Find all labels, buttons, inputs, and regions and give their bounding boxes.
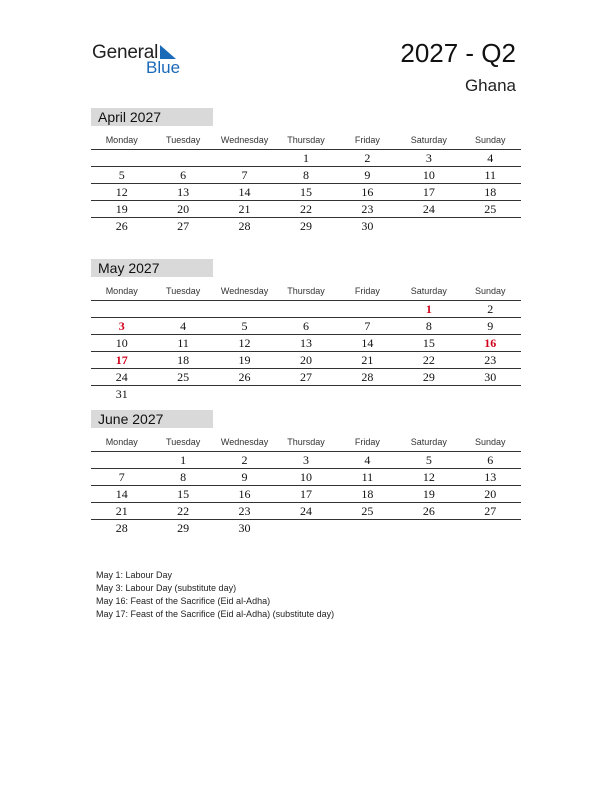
holiday-note: May 3: Labour Day (substitute day)	[96, 583, 237, 593]
day-cell: 16	[238, 487, 251, 501]
day-cell: 18	[177, 353, 190, 367]
day-cell: 25	[484, 202, 497, 216]
day-cell: 4	[180, 319, 187, 333]
week-row	[91, 218, 521, 234]
day-cell: 22	[299, 202, 312, 216]
day-cell: 13	[484, 470, 497, 484]
week-row	[91, 150, 521, 167]
day-cell	[337, 301, 398, 317]
week-row	[91, 452, 521, 469]
day-cell	[152, 301, 213, 317]
weekday-label: Wednesday	[220, 135, 269, 145]
day-cell: 17	[422, 185, 435, 199]
day-cell: 8	[425, 319, 432, 333]
day-cell: 24	[299, 504, 312, 518]
week-row	[91, 201, 521, 218]
day-cell	[337, 386, 398, 402]
day-cell: 20	[177, 202, 190, 216]
holiday-note: May 17: Feast of the Sacrifice (Eid al-Adha) (substitute day)	[96, 609, 335, 619]
day-cell: 20	[299, 353, 312, 367]
day-cell	[398, 218, 459, 234]
day-cell: 21	[238, 202, 251, 216]
day-cell: 13	[299, 336, 312, 350]
weekday-label: Friday	[354, 135, 380, 145]
day-cell: 14	[361, 336, 374, 350]
week-row	[91, 318, 521, 335]
holiday-day-cell: 17	[115, 353, 128, 367]
day-cell: 23	[238, 504, 251, 518]
day-cell	[460, 218, 521, 234]
day-cell: 30	[484, 370, 497, 384]
day-cell: 12	[238, 336, 251, 350]
day-cell: 8	[180, 470, 187, 484]
day-cell	[214, 150, 275, 166]
day-cell: 10	[299, 470, 312, 484]
day-cell: 7	[241, 168, 248, 182]
day-cell: 11	[361, 470, 374, 484]
day-cell: 30	[361, 219, 374, 233]
day-cell: 6	[302, 319, 309, 333]
weekday-label: Monday	[105, 437, 138, 447]
weekday-label: Monday	[105, 286, 138, 296]
day-cell	[275, 386, 336, 402]
weekday-label: Sunday	[474, 135, 506, 145]
weekday-label: Sunday	[474, 437, 506, 447]
page-title: 2027 - Q2	[400, 38, 516, 68]
day-cell: 10	[422, 168, 435, 182]
weekday-label: Friday	[354, 437, 380, 447]
weekday-label: Thursday	[287, 286, 325, 296]
day-cell: 14	[115, 487, 128, 501]
day-cell: 21	[115, 504, 128, 518]
day-cell: 11	[484, 168, 497, 182]
day-cell: 13	[177, 185, 190, 199]
week-row	[91, 386, 521, 402]
day-cell	[91, 452, 152, 468]
holiday-day-cell: 16	[484, 336, 497, 350]
day-cell: 7	[118, 470, 125, 484]
day-cell: 5	[425, 453, 432, 467]
day-cell: 29	[177, 521, 190, 535]
weekday-header-row	[91, 132, 521, 150]
holiday-notes	[96, 569, 334, 621]
day-cell: 19	[115, 202, 128, 216]
week-row	[91, 520, 521, 536]
day-cell	[460, 386, 521, 402]
month-calendar-april	[91, 108, 521, 234]
week-row	[91, 503, 521, 520]
logo-text-blue: Blue	[146, 58, 181, 77]
generalblue-logo	[92, 42, 192, 82]
day-cell	[214, 386, 275, 402]
day-cell: 7	[364, 319, 371, 333]
day-cell: 11	[177, 336, 189, 350]
day-cell: 5	[241, 319, 248, 333]
day-cell	[152, 150, 213, 166]
day-cell: 1	[302, 151, 309, 165]
day-cell: 2	[364, 151, 371, 165]
day-cell: 6	[180, 168, 187, 182]
week-row	[91, 335, 521, 352]
day-cell: 26	[115, 219, 128, 233]
day-cell: 19	[422, 487, 435, 501]
day-cell: 26	[238, 370, 251, 384]
weekday-label: Saturday	[410, 286, 447, 296]
week-row	[91, 184, 521, 201]
day-cell: 1	[180, 453, 187, 467]
day-cell: 19	[238, 353, 251, 367]
weekday-label: Tuesday	[166, 135, 201, 145]
day-cell: 27	[299, 370, 312, 384]
month-calendar-may	[91, 259, 521, 402]
day-cell: 16	[361, 185, 374, 199]
day-cell: 4	[487, 151, 494, 165]
day-cell: 20	[484, 487, 497, 501]
country-name: Ghana	[464, 76, 516, 95]
day-cell: 15	[422, 336, 435, 350]
weekday-label: Saturday	[410, 135, 447, 145]
day-cell: 27	[177, 219, 190, 233]
day-cell: 15	[177, 487, 190, 501]
weekday-header-row	[91, 283, 521, 301]
day-cell: 4	[364, 453, 371, 467]
weekday-label: Tuesday	[166, 286, 201, 296]
day-cell: 28	[361, 370, 374, 384]
day-cell: 29	[422, 370, 435, 384]
day-cell: 9	[241, 470, 248, 484]
weekday-label: Friday	[354, 286, 380, 296]
weekday-label: Monday	[105, 135, 138, 145]
week-row	[91, 352, 521, 369]
weekday-header-row	[91, 434, 521, 452]
day-cell: 22	[177, 504, 190, 518]
day-cell: 31	[115, 387, 128, 401]
day-cell: 28	[238, 219, 251, 233]
day-cell: 12	[422, 470, 435, 484]
day-cell	[275, 520, 336, 536]
day-cell: 3	[302, 453, 309, 467]
holiday-day-cell: 1	[425, 302, 432, 316]
day-cell: 5	[118, 168, 125, 182]
week-row	[91, 486, 521, 503]
weekday-label: Tuesday	[166, 437, 201, 447]
day-cell: 3	[425, 151, 432, 165]
day-cell	[398, 386, 459, 402]
day-cell	[460, 520, 521, 536]
logo-triangle-icon	[160, 45, 176, 59]
weekday-label: Thursday	[287, 135, 325, 145]
day-cell: 14	[238, 185, 251, 199]
day-cell: 17	[299, 487, 312, 501]
holiday-day-cell: 3	[118, 319, 125, 333]
day-cell: 24	[115, 370, 128, 384]
day-cell: 25	[177, 370, 190, 384]
day-cell: 18	[361, 487, 374, 501]
week-row	[91, 301, 521, 318]
day-cell: 28	[115, 521, 128, 535]
day-cell: 24	[422, 202, 435, 216]
week-row	[91, 167, 521, 184]
day-cell: 29	[299, 219, 312, 233]
day-cell	[152, 386, 213, 402]
day-cell	[398, 520, 459, 536]
holiday-note: May 1: Labour Day	[96, 570, 173, 580]
month-title: May 2027	[91, 259, 213, 277]
month-calendar-june	[91, 410, 521, 536]
month-title: June 2027	[91, 410, 213, 428]
weekday-label: Thursday	[287, 437, 325, 447]
day-cell	[275, 301, 336, 317]
week-row	[91, 469, 521, 486]
weekday-label: Saturday	[410, 437, 447, 447]
day-cell: 2	[487, 302, 494, 316]
day-cell	[91, 150, 152, 166]
day-cell	[91, 301, 152, 317]
day-cell: 23	[484, 353, 497, 367]
day-cell: 15	[299, 185, 312, 199]
day-cell: 8	[302, 168, 309, 182]
day-cell: 23	[361, 202, 374, 216]
day-cell: 10	[115, 336, 128, 350]
logo-text-general: General	[92, 42, 159, 63]
weekday-label: Sunday	[474, 286, 506, 296]
holiday-note: May 16: Feast of the Sacrifice (Eid al-Adha)	[96, 596, 271, 606]
day-cell: 18	[484, 185, 497, 199]
day-cell: 22	[422, 353, 435, 367]
day-cell: 2	[241, 453, 248, 467]
day-cell: 30	[238, 521, 251, 535]
day-cell: 6	[487, 453, 494, 467]
day-cell: 12	[115, 185, 128, 199]
week-row	[91, 369, 521, 386]
day-cell	[214, 301, 275, 317]
day-cell: 9	[364, 168, 371, 182]
weekday-label: Wednesday	[220, 286, 269, 296]
day-cell: 9	[487, 319, 494, 333]
day-cell: 26	[422, 504, 435, 518]
month-title: April 2027	[91, 108, 213, 126]
day-cell: 25	[361, 504, 374, 518]
day-cell: 21	[361, 353, 374, 367]
day-cell: 27	[484, 504, 497, 518]
day-cell	[337, 520, 398, 536]
weekday-label: Wednesday	[220, 437, 269, 447]
